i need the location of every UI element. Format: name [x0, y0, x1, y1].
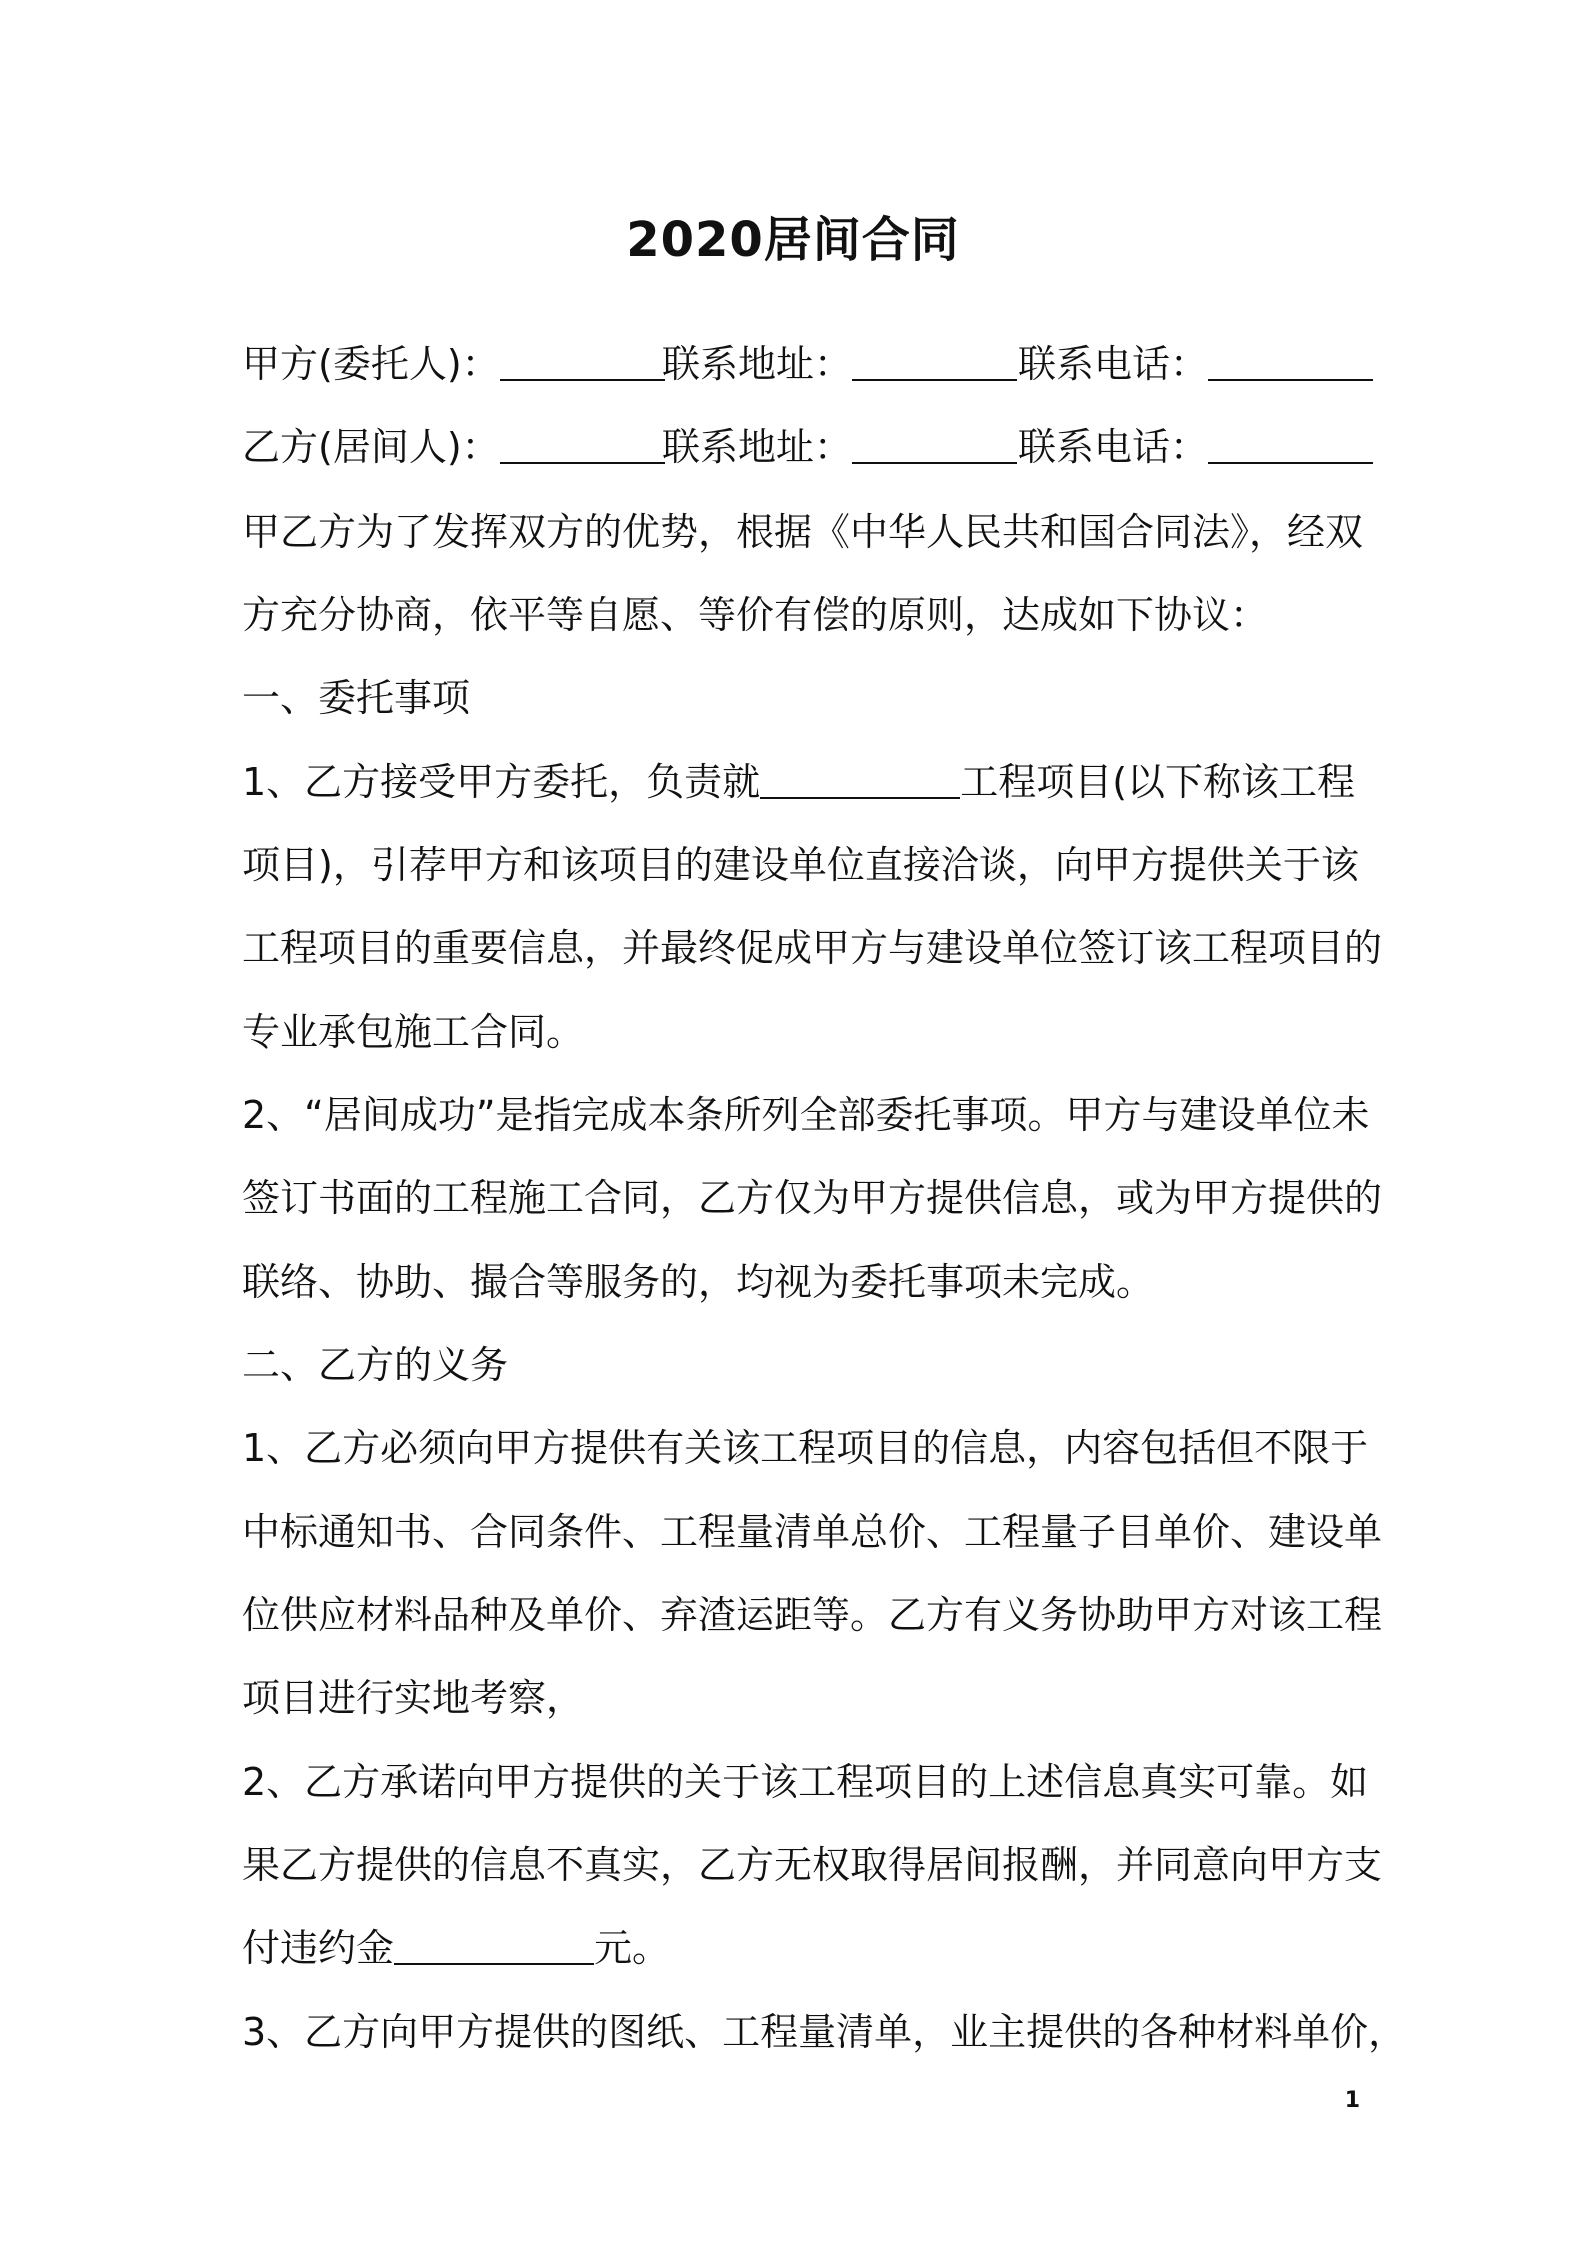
body-line	[242, 1918, 1362, 1978]
party-a-name-blank[interactable]	[500, 335, 665, 381]
body-line: 签订书面的工程施工合同，乙方仅为甲方提供信息，或为甲方提供的	[242, 1176, 1383, 1220]
page-number: 1	[1344, 2088, 1360, 2113]
body-line: 中标通知书、合同条件、工程量清单总价、工程量子目单价、建设单	[242, 1510, 1383, 1554]
party-a-name-label: 甲方(委托人)：	[242, 342, 500, 386]
body-line: 项目)，引荐甲方和该项目的建设单位直接洽谈，向甲方提供关于该	[242, 843, 1359, 887]
line-text-after: 工程项目(以下称该工程	[960, 760, 1356, 804]
project-name-blank[interactable]	[760, 753, 960, 799]
line-text-before: 1、乙方接受甲方委托，负责就	[242, 760, 761, 804]
party-b-phone-blank[interactable]	[1208, 418, 1373, 464]
body-line: 联络、协助、撮合等服务的，均视为委托事项未完成。	[242, 1260, 1155, 1304]
party-a-address-label: 联系地址：	[662, 342, 853, 386]
body-line: 专业承包施工合同。	[242, 1010, 585, 1054]
party-a-row	[242, 334, 1362, 394]
penalty-amount-blank[interactable]	[394, 1919, 594, 1965]
body-line: 3、乙方向甲方提供的图纸、工程量清单，业主提供的各种材料单价，	[242, 2010, 1407, 2054]
body-line: 工程项目的重要信息，并最终促成甲方与建设单位签订该工程项目的	[242, 926, 1383, 970]
body-line: 项目进行实地考察，	[242, 1676, 585, 1720]
document-title: 2020居间合同	[626, 212, 960, 268]
party-b-address-label: 联系地址：	[662, 425, 853, 469]
body-line: 甲乙方为了发挥双方的优势，根据《中华人民共和国合同法》，经双	[242, 510, 1364, 554]
line-text-after: 元。	[594, 1926, 671, 1970]
party-b-name-label: 乙方(居间人)：	[242, 425, 500, 469]
body-line: 果乙方提供的信息不真实，乙方无权取得居间报酬，并同意向甲方支	[242, 1843, 1383, 1887]
party-a-phone-label: 联系电话：	[1018, 342, 1209, 386]
party-a-phone-blank[interactable]	[1208, 335, 1373, 381]
body-line: 1、乙方必须向甲方提供有关该工程项目的信息，内容包括但不限于	[242, 1426, 1369, 1470]
party-b-name-blank[interactable]	[500, 418, 665, 464]
party-a-address-blank[interactable]	[852, 335, 1017, 381]
section-heading: 二、乙方的义务	[242, 1343, 509, 1387]
body-line: 2、乙方承诺向甲方提供的关于该工程项目的上述信息真实可靠。如	[242, 1760, 1369, 1804]
party-b-row	[242, 417, 1362, 477]
body-line: 方充分协商，依平等自愿、等价有偿的原则，达成如下协议：	[242, 593, 1269, 637]
body-line: 位供应材料品种及单价、弃渣运距等。乙方有义务协助甲方对该工程	[242, 1593, 1383, 1637]
line-text-before: 付违约金	[242, 1926, 395, 1970]
body-line: 2、“居间成功”是指完成本条所列全部委托事项。甲方与建设单位未	[242, 1093, 1370, 1137]
party-b-phone-label: 联系电话：	[1018, 425, 1209, 469]
party-b-address-blank[interactable]	[852, 418, 1017, 464]
body-line	[242, 752, 1362, 812]
section-heading: 一、委托事项	[242, 676, 471, 720]
